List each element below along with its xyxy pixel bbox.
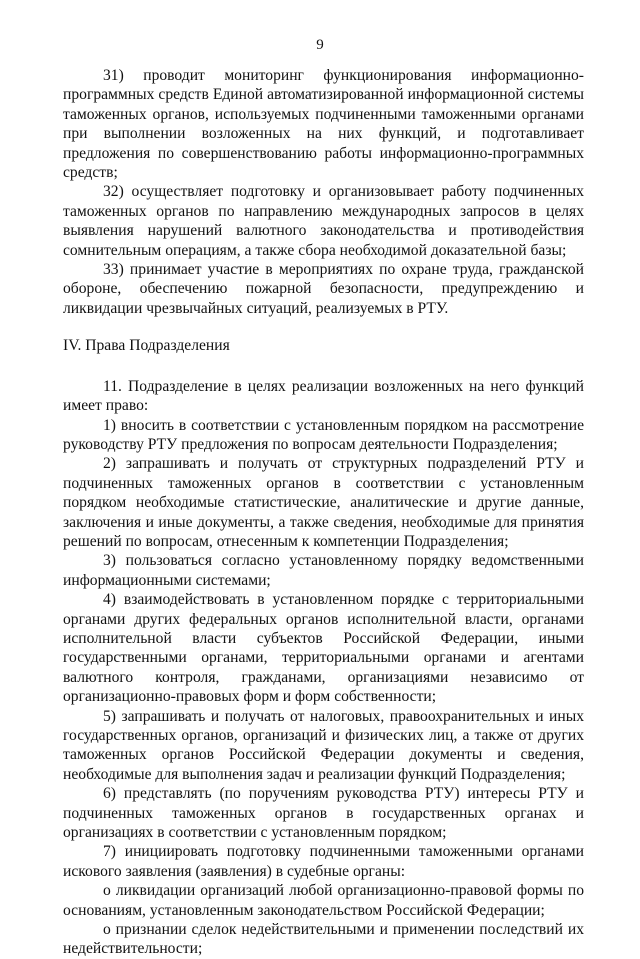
page-number: 9	[316, 37, 324, 53]
body-text	[63, 66, 584, 959]
sub-item: о ликвидации организаций любой организационно-правовой формы по основаниям, установленным законодательством Российской Федерации;	[63, 882, 584, 919]
list-item: 31) проводит мониторинг функционирования информационно-программных средств Единой автоматизированной информационной системы таможенных органов, используемых подчиненными таможенными органами при выполнении возложенных на них функций, и подготавливает предложения по совершенствованию работы информационно-программных средств;	[63, 67, 584, 182]
list-item: 1) вносить в соответствии с установленным порядком на рассмотрение руководству РТУ предложения по вопросам деятельности Подразделения;	[63, 416, 584, 453]
list-item: 7) инициировать подготовку подчиненными таможенными органами искового заявления (заявления) в судебные органы:	[63, 843, 584, 880]
list-item: 4) взаимодействовать в установленном порядке с территориальными органами других федеральных органов исполнительной власти, органами исполнительной власти субъектов Российской Федерации, иными государственными органами, территориальными органами и агентами валютного контроля, гражданами, организациями независимо от организационно-правовых форм и форм собственности;	[63, 591, 584, 706]
clause-11-intro: 11. Подразделение в целях реализации возложенных на него функций имеет право:	[63, 377, 584, 415]
list-item: 33) принимает участие в мероприятиях по охране труда, гражданской обороне, обеспечению пожарной безопасности, предупреждению и ликвидации чрезвычайных ситуаций, реализуемых в РТУ.	[63, 261, 584, 317]
list-item: 32) осуществляет подготовку и организовывает работу подчиненных таможенных органов по направлению международных запросов в целях выявления нарушений валютного законодательства и противодействия сомнительным операциям, а также сбора необходимой доказательной базы;	[63, 183, 584, 259]
list-item: 5) запрашивать и получать от налоговых, правоохранительных и иных государственных органов, организаций и физических лиц, а также от других таможенных органов Российской Федерации документы и сведения, необходимые для выполнения задач и реализации функций Подразделения;	[63, 707, 584, 783]
list-item: 6) представлять (по поручениям руководства РТУ) интересы РТУ и подчиненных таможенных органов в государственных органах и организациях в соответствии с установленным порядком;	[63, 785, 584, 842]
sub-item: о признании сделок недействительными и применении последствий их недействительности;	[63, 921, 584, 958]
section-heading: IV. Права Подразделения	[63, 337, 230, 355]
list-item: 3) пользоваться согласно установленному порядку ведомственными информационными системами;	[63, 552, 584, 589]
list-item: 2) запрашивать и получать от структурных подразделений РТУ и подчиненных таможенных органов в соответствии с установленным порядком необходимые статистические, аналитические и другие данные, заключения и иные документы, а также сведения, необходимые для принятия решений по вопросам, отнесенным к компетенции Подразделения;	[63, 455, 584, 550]
